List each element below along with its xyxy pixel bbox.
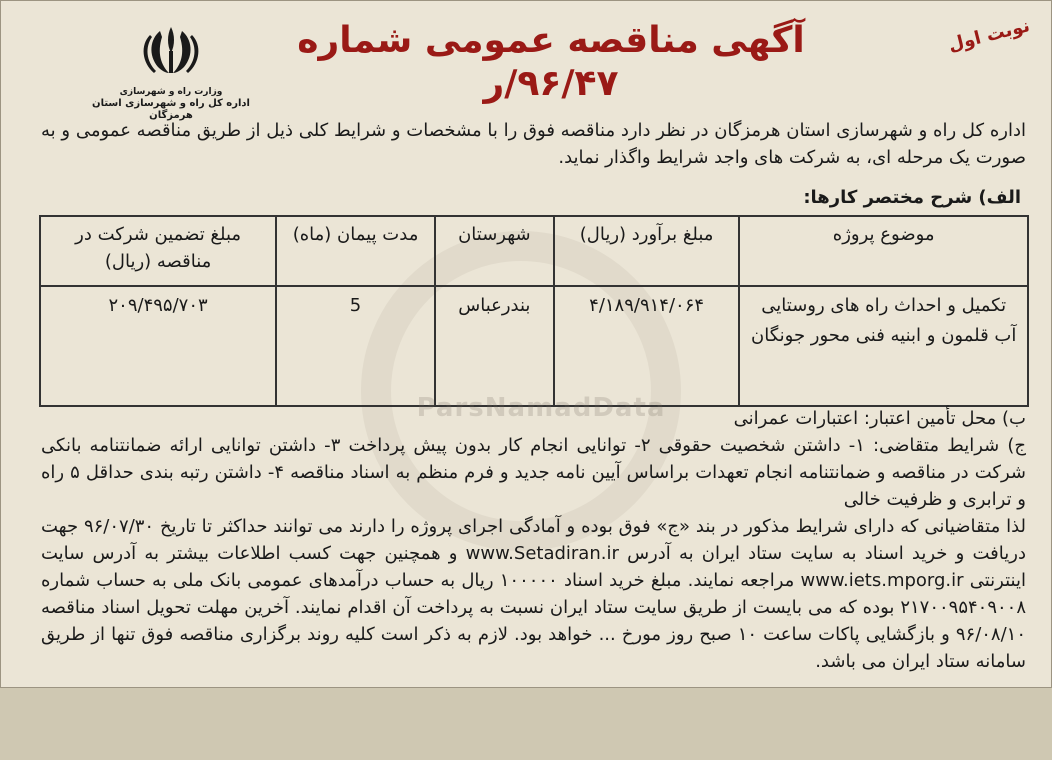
watermark-text: ParsNamadData [416,393,666,423]
intro-paragraph: اداره کل راه و شهرسازی استان هرمزگان در نظر دارد مناقصه فوق را با مشخصات و شرایط کلی ذیل از طریق مناقصه عمومی و به صورت یک مرحله ای، به شرکت های واجد شرایط واگذار نماید. [41,120,1026,168]
section-c-paragraph: ج) شرایط متقاضی: ۱- داشتن شخصیت حقوقی ۲- توانایی انجام کار بدون پیش پرداخت ۳- داشتن توانایی ارائه ضمانتنامه بانکی شرکت در مناقصه و ضمانتنامه انجام تعهدات براساس آیین نامه جدید و فرم منظم به اسناد مناقصه ۴- داشتن رتبه بندی حداقل ۵ راه و ترابری و ظرفیت خالی [41,435,1027,510]
iran-emblem-icon [136,23,206,81]
works-table [39,215,1029,407]
section-b-paragraph: ب) محل تأمین اعتبار: اعتبارات عمرانی [733,408,1026,429]
header-project: موضوع پروژه [739,216,1028,286]
header-duration: مدت پیمان (ماه) [276,216,435,286]
background-band [0,688,1052,760]
closing-paragraph: لذا متقاضیانی که دارای شرایط مذکور در بند «ج» فوق بوده و آمادگی اجرای پروژه را دارند می توانند حداکثر تا تاریخ ۹۶/۰۷/۳۰ جهت دریافت و خرید اسناد به سایت ستاد ایران به آدرس www.Setadiran.ir و همچنین جهت کسب اطلاعات بیشتر به آدرس سایت اینترنتی www.iets.mporg.ir مراجعه نمایند. مبلغ خرید اسناد ۱۰۰۰۰۰ ریال به حساب درآمدهای عمومی بانک ملی به حساب شماره ۲۱۷۰۰۹۵۴۰۹۰۰۸ بوده که می بایست از طریق سایت ستاد ایران نسبت به پرداخت آن اقدام نمایند. آخرین مهلت تحویل اسناد مناقصه ۹۶/۰۸/۱۰ و بازگشایی پاکات ساعت ۱۰ صبح روز مورخ ... خواهد بود. لازم به ذکر است کلیه روند برگزاری مناقصه فوق تنها از طریق سامانه ستاد ایران می باشد. [41,516,1026,672]
cell-project: تکمیل و احداث راه های روستایی آب قلمون و ابنیه فنی محور جونگان [739,286,1028,406]
organization-name: اداره کل راه و شهرسازی استان هرمزگان [92,97,250,121]
table-header-row [40,216,1028,286]
header-city: شهرستان [435,216,554,286]
section-a-heading: الف) شرح مختصر کارها: [803,187,1021,208]
cell-city: بندرعباس [435,286,554,406]
table-row [40,286,1028,406]
edition-stamp: نوبت اول [946,15,1032,56]
body-text [41,405,1026,675]
cell-guarantee: ۲۰۹/۴۹۵/۷۰۳ [40,286,276,406]
cell-estimate: ۴/۱۸۹/۹۱۴/۰۶۴ [554,286,740,406]
header-guarantee: مبلغ تضمین شرکت در مناقصه (ریال) [40,216,276,286]
header-estimate: مبلغ برآورد (ریال) [554,216,740,286]
ministry-name: وزارت راه و شهرسازی [119,87,223,97]
notice-title: آگهی مناقصه عمومی شماره ۹۶/۴۷/ر [297,20,805,105]
cell-duration: 5 [276,286,435,406]
